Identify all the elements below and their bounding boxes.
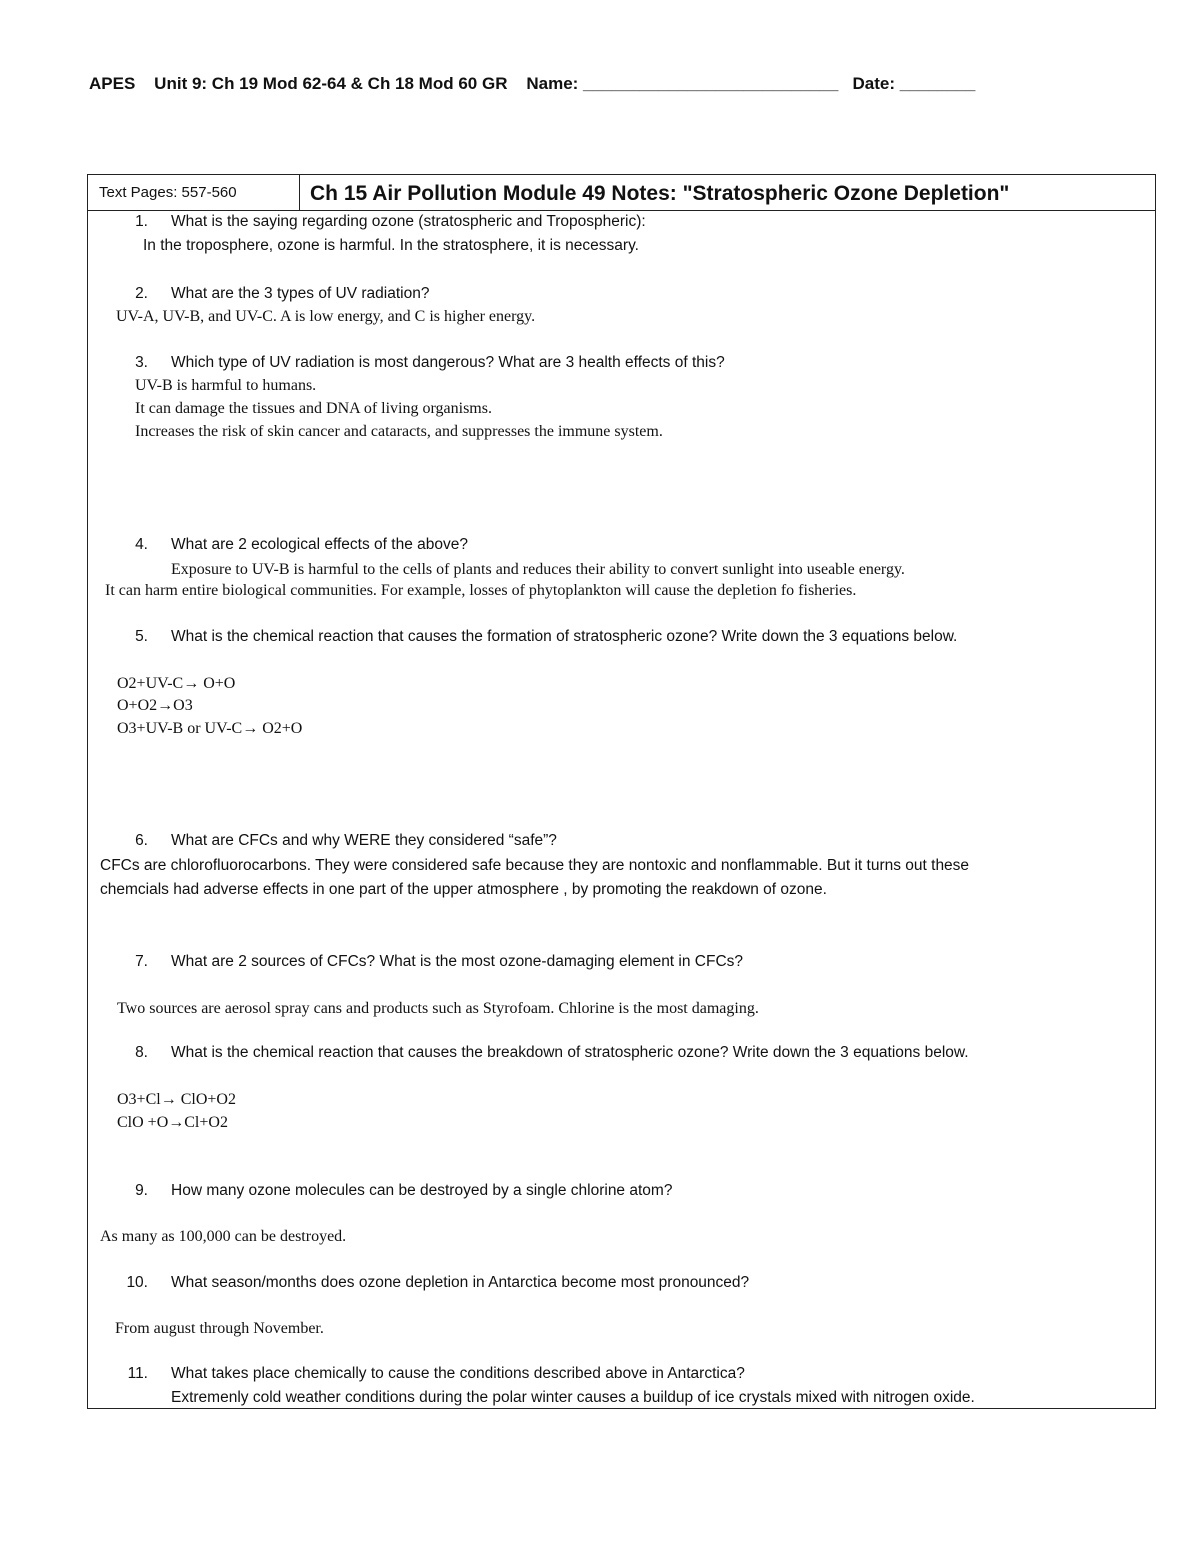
question-number: 6. xyxy=(135,832,148,849)
answer-line: In the troposphere, ozone is harmful. In the stratosphere, it is necessary. xyxy=(143,237,639,254)
equation-line: O3+UV-B or UV-C→ O2+O xyxy=(117,720,303,737)
question-text: What are 2 sources of CFCs? What is the most ozone-damaging element in CFCs? xyxy=(171,953,744,970)
question-text: How many ozone molecules can be destroyed by a single chlorine atom? xyxy=(171,1182,673,1199)
question-number: 4. xyxy=(135,536,148,553)
equation-line: O2+UV-C→ O+O xyxy=(117,675,236,692)
answer-line: UV-B is harmful to humans. xyxy=(135,377,317,394)
worksheet-header: APES Unit 9: Ch 19 Mod 62-64 & Ch 18 Mod 60 GR Name: ___________________________ Date: ________ xyxy=(89,74,976,93)
answer-line: It can harm entire biological communities. For example, losses of phytoplankton will cause the depletion fo fisheries. xyxy=(105,582,857,599)
question-number: 1. xyxy=(135,213,148,230)
answer-line: Increases the risk of skin cancer and cataracts, and suppresses the immune system. xyxy=(135,423,663,440)
question-text: What are 2 ecological effects of the above? xyxy=(171,536,468,553)
question-text: What are the 3 types of UV radiation? xyxy=(171,285,430,302)
answer-line: As many as 100,000 can be destroyed. xyxy=(100,1228,347,1245)
answer-line: Exposure to UV-B is harmful to the cells of plants and reduces their ability to convert sunlight into useable energy. xyxy=(171,561,905,578)
question-number: 10. xyxy=(126,1274,148,1291)
notes-table xyxy=(87,174,1156,1409)
question-text: What are CFCs and why WERE they considered “safe”? xyxy=(171,832,557,849)
question-number: 8. xyxy=(135,1044,148,1061)
answer-line: From august through November. xyxy=(115,1320,324,1337)
question-text: What season/months does ozone depletion in Antarctica become most pronounced? xyxy=(171,1274,750,1291)
question-number: 5. xyxy=(135,628,148,645)
answer-line: Two sources are aerosol spray cans and products such as Styrofoam. Chlorine is the most damaging. xyxy=(117,1000,759,1017)
equation-line: ClO +O→Cl+O2 xyxy=(117,1114,228,1131)
question-text: Which type of UV radiation is most dangerous? What are 3 health effects of this? xyxy=(171,354,725,371)
question-text: What takes place chemically to cause the conditions described above in Antarctica? xyxy=(171,1365,745,1382)
answer-line: CFCs are chlorofluorocarbons. They were considered safe because they are nontoxic and nonflammable. But it turns out these xyxy=(100,857,970,874)
answer-line: It can damage the tissues and DNA of living organisms. xyxy=(135,400,492,417)
question-number: 11. xyxy=(127,1365,148,1382)
question-number: 9. xyxy=(135,1182,148,1199)
answer-line: UV-A, UV-B, and UV-C. A is low energy, and C is higher energy. xyxy=(116,308,536,325)
module-title: Ch 15 Air Pollution Module 49 Notes: "Stratospheric Ozone Depletion" xyxy=(310,182,1010,205)
equation-line: O+O2→O3 xyxy=(117,697,193,714)
question-number: 7. xyxy=(135,953,148,970)
answer-line: chemcials had adverse effects in one part of the upper atmosphere , by promoting the reakdown of ozone. xyxy=(100,881,827,898)
title-row xyxy=(88,175,1155,211)
question-text: What is the chemical reaction that causes the breakdown of stratospheric ozone? Write down the 3 equations below. xyxy=(171,1044,969,1061)
question-text: What is the saying regarding ozone (stratospheric and Tropospheric): xyxy=(171,213,646,230)
question-number: 3. xyxy=(135,354,148,371)
equation-line: O3+Cl→ ClO+O2 xyxy=(117,1091,236,1108)
question-number: 2. xyxy=(135,285,148,302)
text-pages: Text Pages: 557-560 xyxy=(88,175,300,210)
answer-line: Extremenly cold weather conditions during the polar winter causes a buildup of ice crystals mixed with nitrogen oxide. xyxy=(171,1389,975,1406)
question-text: What is the chemical reaction that causes the formation of stratospheric ozone? Write down the 3 equations below. xyxy=(171,628,958,645)
